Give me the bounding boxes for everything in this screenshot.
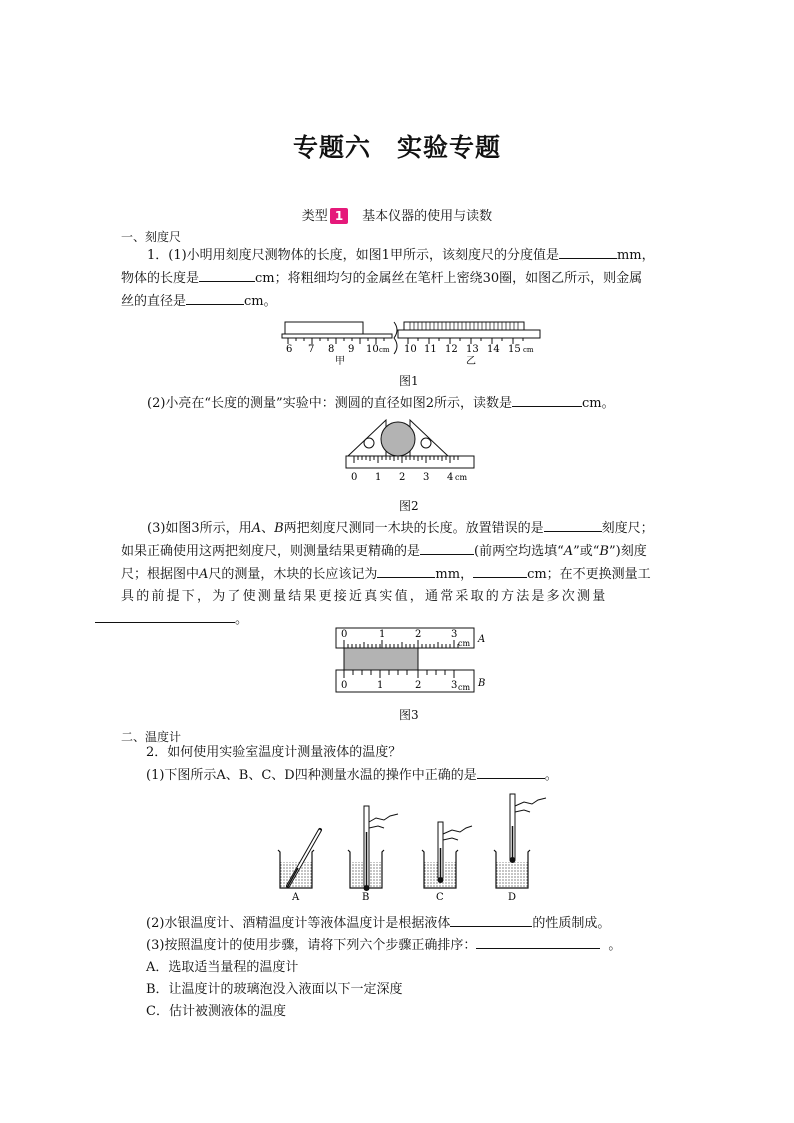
answer-blank[interactable] — [473, 563, 527, 578]
q1-p3-text: 。 — [235, 612, 249, 627]
ruler-a-unit: cm — [458, 639, 471, 648]
ruler-a-tick-label: 3 — [451, 629, 458, 640]
beaker-label: A — [292, 892, 300, 903]
q1-p3-text: ”或“ — [573, 544, 600, 559]
ruler-b-tick-label: 0 — [341, 680, 348, 691]
answer-blank[interactable] — [377, 563, 435, 578]
q1-p1-text-a: 1．(1)小明用刻度尺测物体的长度，如图1甲所示，该刻度尺的分度值是 — [147, 248, 559, 263]
ruler-b-body — [398, 330, 540, 338]
ruler-b-label: B — [478, 678, 486, 689]
q2-p3-text: 。 — [608, 938, 622, 953]
q1-p3-text: 两把刻度尺测同一木块的长度。放置错误的是 — [283, 521, 544, 536]
figure-2-circle-measure — [340, 418, 480, 488]
q1-part3 — [121, 517, 675, 631]
q2-p2-text: (2)水银温度计、酒精温度计等液体温度计是根据液体 — [146, 916, 451, 931]
q1-p3-text: (前两空均选填“ — [474, 544, 564, 559]
page-title: 专题六 实验专题 — [292, 133, 501, 162]
ruler-b-tick-label: 15 — [508, 344, 521, 355]
q2-p2-text: 的性质制成。 — [532, 916, 611, 931]
triangle-hole — [421, 438, 431, 448]
ruler-b-unit: cm — [523, 346, 534, 354]
q1-p3-text: 尺的测量，木块的长应该记为 — [208, 567, 378, 582]
ruler-b-unit: cm — [458, 683, 471, 692]
ruler-b-tick-label: 1 — [377, 680, 384, 691]
step-option: B．让温度计的玻璃泡没入液面以下一定深度 — [146, 982, 403, 997]
q2-part2 — [146, 912, 676, 935]
q1-p3-var-a: A — [563, 544, 574, 559]
q1-p2-text-b: cm。 — [581, 396, 615, 411]
ruler-a-tick-label: 2 — [415, 629, 422, 640]
beaker-d — [494, 794, 546, 903]
beaker-c — [422, 822, 472, 903]
q1-part1 — [121, 244, 675, 313]
type-number-badge: 1 — [330, 208, 348, 224]
label-jia: 甲 — [335, 356, 345, 367]
answer-blank[interactable] — [512, 392, 582, 407]
q1-p3-text: 具的前提下，为了使测量结果更接近真实值，通常采取的方法是多次测量 — [121, 589, 608, 604]
ruler-tick-label: 4 — [447, 472, 454, 483]
label-yi: 乙 — [466, 356, 476, 367]
q1-p3-text: (3)如图3所示，用 — [147, 521, 252, 536]
figure-1-rulers — [280, 308, 544, 368]
q2-part1 — [146, 764, 676, 787]
ruler-b-tick-label: 3 — [451, 680, 458, 691]
step-option: C．估计被测液体的温度 — [146, 1004, 286, 1019]
answer-blank[interactable] — [186, 290, 244, 305]
q1-p1-text-e: 丝的直径是 — [121, 294, 187, 309]
q2-part3 — [146, 934, 676, 957]
q1-p3-var-b: B — [274, 521, 284, 536]
ruler-b-tick-label: 11 — [424, 344, 437, 355]
wood-block — [344, 648, 418, 670]
q1-p3-var-b: B — [599, 544, 609, 559]
figure-3-two-rulers — [334, 624, 494, 698]
ruler-b-tick-label: 13 — [466, 344, 479, 355]
ruler-a-unit: cm — [379, 346, 390, 354]
ruler-tick-label: 0 — [351, 472, 358, 483]
q1-p3-text: ”)刻度 — [608, 544, 647, 559]
figure-1-caption: 图1 — [399, 374, 419, 388]
ruler-tick-label: 2 — [399, 472, 406, 483]
right-triangle — [410, 420, 448, 456]
q1-p3-text: 刻度尺； — [601, 521, 654, 536]
q1-p3-text: cm；在不更换测量工 — [527, 567, 651, 582]
q1-p3-text: 、 — [261, 521, 275, 536]
figure-3-caption: 图3 — [399, 708, 419, 722]
answer-blank[interactable] — [544, 517, 602, 532]
ruler-a-top-edge — [282, 334, 392, 338]
q1-p2-text-a: (2)小亮在“长度的测量”实验中：测圆的直径如图2所示，读数是 — [147, 396, 512, 411]
ruler-a-tick-label: 8 — [328, 344, 335, 355]
q1-part2 — [121, 392, 675, 415]
type-prefix: 类型 — [301, 209, 328, 224]
section-thermometer-heading: 二、温度计 — [121, 730, 182, 744]
answer-blank[interactable] — [559, 244, 617, 259]
answer-blank[interactable] — [95, 608, 235, 623]
ruler-a-tick-label: 6 — [286, 344, 293, 355]
beaker-b — [348, 806, 398, 903]
q1-p1-text-f: cm。 — [244, 294, 277, 309]
ruler-a-tick-label: 1 — [379, 629, 386, 640]
measured-object — [285, 322, 363, 334]
ruler-b-tick-label: 14 — [487, 344, 500, 355]
ruler-a-label: A — [478, 634, 486, 645]
beaker-label: B — [362, 892, 370, 903]
q2-p1-text: 。 — [544, 768, 558, 783]
measured-circle — [381, 422, 415, 456]
q1-p3-var-a: A — [199, 567, 209, 582]
ruler-b-tick-label: 2 — [415, 680, 422, 691]
figure-2-caption: 图2 — [399, 499, 419, 513]
q1-p1-text-c: 物体的长度是 — [121, 271, 200, 286]
q2-p1-text: (1)下图所示A、B、C、D四种测量水温的操作中正确的是 — [146, 768, 477, 783]
ruler-a-tick-label: 0 — [341, 629, 348, 640]
type-heading — [0, 205, 794, 224]
ruler-a-tick-label: 7 — [308, 344, 315, 355]
q1-p3-var-a: A — [251, 521, 262, 536]
answer-blank[interactable] — [477, 764, 545, 779]
q2-p3-text: (3)按照温度计的使用步骤，请将下列六个步骤正确排序： — [146, 938, 477, 953]
answer-blank[interactable] — [476, 934, 600, 949]
q1-p3-text: mm， — [435, 567, 474, 582]
triangle-hole — [364, 438, 374, 448]
ruler-a-tick-label: 9 — [348, 344, 355, 355]
ruler-tick-label: 3 — [423, 472, 430, 483]
step-option: A．选取适当量程的温度计 — [146, 960, 299, 975]
beaker-label: D — [508, 892, 517, 903]
q1-p3-text: 如果正确使用这两把刻度尺，则测量结果更精确的是 — [121, 544, 421, 559]
ruler-unit: cm — [455, 473, 468, 482]
ruler-a-tick-label: 10 — [366, 344, 379, 355]
break-mark — [394, 322, 397, 354]
answer-blank[interactable] — [420, 540, 474, 555]
q1-p1-text-b: mm， — [616, 248, 655, 263]
beaker-a — [278, 830, 320, 903]
answer-blank[interactable] — [199, 267, 255, 282]
q1-p1-text-d: cm；将粗细均匀的金属丝在笔杆上密绕30圈，如图乙所示，则金属 — [255, 271, 643, 286]
q2-stem: 2．如何使用实验室温度计测量液体的温度？ — [146, 745, 402, 760]
figure-thermometer-beakers — [268, 792, 558, 904]
q1-p3-text: 尺；根据图中 — [121, 567, 200, 582]
beaker-label: C — [436, 892, 444, 903]
type-name: 基本仪器的使用与读数 — [362, 209, 493, 224]
ruler-b-tick-label: 12 — [445, 344, 458, 355]
section-ruler-heading: 一、刻度尺 — [121, 230, 182, 244]
ruler-tick-label: 1 — [375, 472, 382, 483]
answer-blank[interactable] — [450, 912, 532, 927]
ruler-b-tick-label: 10 — [404, 344, 417, 355]
